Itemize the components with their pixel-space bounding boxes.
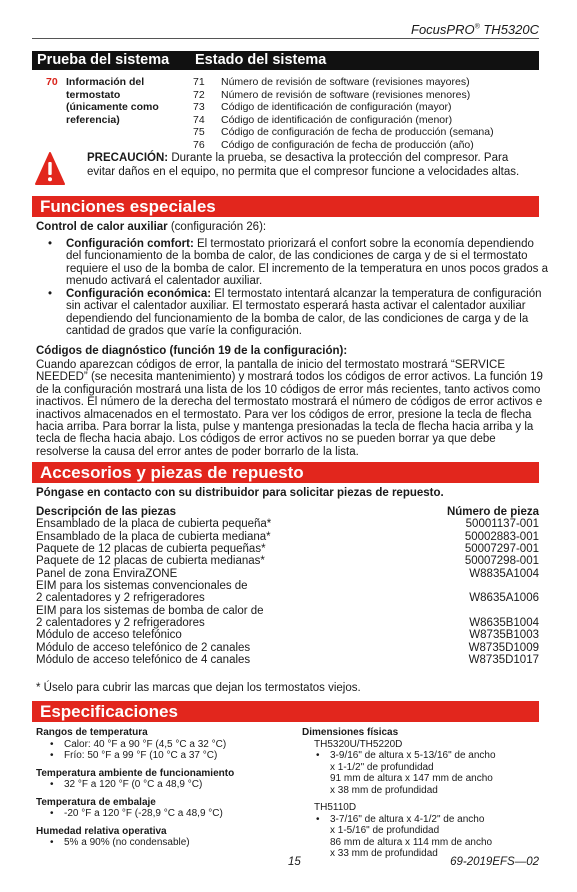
section-title-special: Funciones especiales	[32, 196, 539, 217]
spec-shipping-value: • -20 °F a 120 °F (-28,9 °C a 48,9 °C)	[36, 808, 296, 820]
table-row: EIM para los sistemas convencionales de	[36, 580, 248, 593]
bullet: •	[48, 238, 53, 250]
document-code: 69-2019EFS—02	[450, 856, 539, 868]
spec-dims-2-line: x 1-5/16" de profundidad	[330, 825, 440, 836]
spec-dims-title: Dimensiones físicas	[302, 727, 399, 738]
status-code-row: 73 Código de identificación de configuración (mayor)	[193, 101, 452, 113]
caution-note	[87, 151, 539, 179]
status-code-list	[193, 76, 494, 151]
status-code-row: 76 Código de configuración de fecha de producción (año)	[193, 138, 474, 151]
spec-dims-model-1: TH5320U/TH5220D	[314, 738, 403, 750]
spec-temp-range-title: Rangos de temperatura	[36, 727, 148, 738]
test-table-header	[32, 51, 539, 70]
spec-humidity-title: Humedad relativa operativa	[36, 825, 167, 837]
spec-dims-1-line: • 3-9/16" de altura x 5-13/16" de ancho	[302, 750, 542, 762]
spec-ambient-title: Temperatura ambiente de funcionamiento	[36, 767, 235, 779]
table-row: Paquete de 12 placas de cubierta medianas* 50007298-001	[36, 555, 539, 568]
accessories-contact: Póngase en contacto con su distribuidor para solicitar piezas de repuesto.	[36, 487, 444, 499]
aux-heat-intro: Control de calor auxiliar (configuración 26):	[36, 221, 267, 233]
test-number: 70	[46, 76, 58, 88]
spec-dims-2-line: • 3-7/16" de altura x 4-1/2" de ancho	[302, 814, 542, 826]
table-row: EIM para los sistemas de bomba de calor de	[36, 604, 264, 617]
parts-header	[36, 506, 539, 518]
table-row: Módulo de acceso telefónico de 4 canales W8735D1017	[36, 654, 539, 667]
col-description: Descripción de las piezas	[36, 506, 176, 518]
table-row: Paquete de 12 placas de cubierta pequeñas* 50007297-001	[36, 543, 539, 556]
spec-dims-2-line: x 33 mm de profundidad	[330, 848, 438, 859]
test-label: Información del termostato (únicamente como referencia)	[66, 76, 159, 126]
bullet-economy: Configuración económica: El termostato intentará alcanzar la temperatura de configuración sin activar el calentador auxiliar. El termostato esperará hasta activar el calentador auxiliar dependiendo del funcionamiento de la bomba de calor, de las condiciones de carga y de la cantidad de grados que varíe la configuración.	[66, 288, 542, 338]
table-row: 2 calentadores y 2 refrigeradores W8635A1006	[36, 592, 539, 605]
bullet: •	[48, 288, 53, 300]
table-row: Panel de zona EnviraZONE W8835A1004	[36, 567, 539, 580]
spec-ambient-value: • 32 °F a 120 °F (0 °C a 48,9 °C)	[36, 779, 296, 791]
page-number: 15	[288, 856, 301, 868]
header-rule	[32, 38, 539, 39]
table-row: Módulo de acceso telefónico W8735B1003	[36, 629, 539, 642]
product-model: TH5320C	[479, 22, 539, 37]
diag-text: Cuando aparezcan códigos de error, la pantalla de inicio del termostato mostrará “SERVICE NEEDED” (se necesita mantenimiento) y mostrará todos los códigos de error activos. La función 19 de la configuración mostrará una lista de los 10 códigos de error más recientes, tanto activos como inactivos. El número de la derecha del termostato mostrará el número de códigos de error activos e inactivos almacenados en el termostato. Para ver los códigos de error, presione la tecla de flecha hacia arriba. Para borrar la lista, pulse y mantenga presionadas la tecla de flecha hacia arriba y la tecla de flecha hacia abajo. Los códigos de error activos no se pueden borrar ya que debe resolverse la causa del error antes de poder borrarlo de la lista.	[36, 359, 543, 458]
table-row: Ensamblado de la placa de cubierta mediana* 50002883-001	[36, 530, 539, 543]
status-code-row: 75 Código de configuración de fecha de producción (semana)	[193, 126, 494, 138]
spec-shipping-title: Temperatura de embalaje	[36, 796, 156, 808]
spec-dims-2-line: 86 mm de altura x 114 mm de ancho	[330, 836, 493, 848]
running-header	[0, 22, 539, 37]
specs-right-column	[302, 727, 542, 860]
status-code-row: 74 Código de identificación de configuración (menor)	[193, 113, 453, 126]
warning-icon	[35, 152, 65, 191]
section-title-accessories: Accesorios y piezas de repuesto	[32, 462, 539, 483]
caution-label: PRECAUCIÓN:	[87, 152, 169, 164]
parts-table	[36, 506, 539, 666]
col-system-test: Prueba del sistema	[37, 52, 170, 68]
spec-dims-model-2: TH5110D	[314, 802, 357, 813]
bullet-comfort: Configuración comfort: El termostato priorizará el confort sobre la economía dependiendo del funcionamiento de la bomba de calor, de las condiciones de carga y de si el termostato requiere el uso de la bomba de calor. El incremento de la temperatura en unos pocos grados a menudo activará el calentador auxiliar.	[66, 238, 549, 288]
status-code-row: 72 Número de revisión de software (revisiones menores)	[193, 88, 471, 101]
accessories-footnote: * Úselo para cubrir las marcas que dejan los termostatos viejos.	[36, 682, 361, 694]
caution-text: Durante la prueba, se desactiva la protección del compresor. Para evitar daños en el equipo, no permita que el compresor funcione a velocidades altas.	[87, 152, 520, 178]
spec-dims-1-line: x 38 mm de profundidad	[330, 784, 438, 796]
spec-dims-1-line: 91 mm de altura x 147 mm de ancho	[330, 773, 493, 784]
section-title-specs: Especificaciones	[32, 701, 539, 722]
spec-dims-1-line: x 1-1/2" de profundidad	[330, 761, 434, 773]
col-part-number: Número de pieza	[446, 506, 539, 518]
product-prefix: FocusPRO	[411, 22, 475, 37]
diag-title: Códigos de diagnóstico (función 19 de la configuración):	[36, 345, 348, 357]
table-row: 2 calentadores y 2 refrigeradores W8635B1004	[36, 617, 539, 630]
col-system-status: Estado del sistema	[195, 52, 327, 68]
status-code-row: 71 Número de revisión de software (revisiones mayores)	[193, 76, 470, 88]
specs-left-column	[36, 727, 296, 849]
spec-humidity-value: • 5% a 90% (no condensable)	[36, 837, 296, 849]
spec-temp-cool: • Frío: 50 °F a 99 °F (10 °C a 37 °C)	[36, 750, 296, 762]
registered-mark: ®	[474, 23, 480, 31]
table-row: Módulo de acceso telefónico de 2 canales W8735D1009	[36, 641, 539, 654]
table-row: Ensamblado de la placa de cubierta pequeña* 50001137-001	[36, 518, 539, 531]
spec-temp-heat: • Calor: 40 °F a 90 °F (4,5 °C a 32 °C)	[36, 739, 296, 751]
